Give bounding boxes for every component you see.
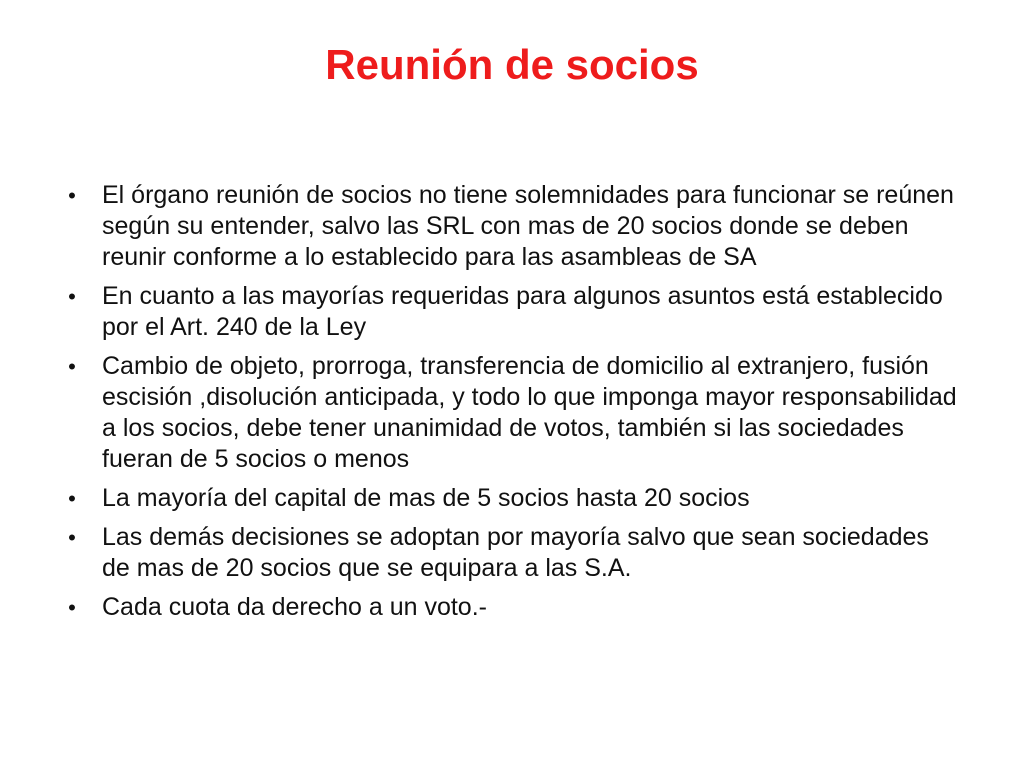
bullet-icon: • xyxy=(68,595,76,620)
bullet-text: Cambio de objeto, prorroga, transferencia de domicilio al extranjero, fusión escisión ,disolución anticipada, y todo lo que imponga mayor responsabilidad a los socios, debe tener unanimidad de votos, también si las sociedades fueran de 5 socios o menos xyxy=(102,352,957,473)
bullet-item-6 xyxy=(62,592,962,623)
bullet-text: Las demás decisiones se adoptan por mayoría salvo que sean sociedades de mas de 20 socios que se equipara a las S.A. xyxy=(102,523,929,582)
bullet-icon: • xyxy=(68,525,76,550)
bullet-text: En cuanto a las mayorías requeridas para algunos asuntos está establecido por el Art. 240 de la Ley xyxy=(102,282,943,341)
bullet-icon: • xyxy=(68,354,76,379)
bullet-text: Cada cuota da derecho a un voto.- xyxy=(102,593,487,621)
bullet-item-2 xyxy=(62,281,962,343)
bullet-item-1 xyxy=(62,180,962,273)
bullet-item-3 xyxy=(62,351,962,475)
bullet-icon: • xyxy=(68,284,76,309)
bullet-icon: • xyxy=(68,486,76,511)
bullet-item-4 xyxy=(62,483,962,514)
slide-title: Reunión de socios xyxy=(325,41,699,88)
bullet-list xyxy=(62,180,962,631)
bullet-item-5 xyxy=(62,522,962,584)
bullet-text: La mayoría del capital de mas de 5 socios hasta 20 socios xyxy=(102,484,750,512)
bullet-text: El órgano reunión de socios no tiene solemnidades para funcionar se reúnen según su entender, salvo las SRL con mas de 20 socios donde se deben reunir conforme a lo establecido para las asambleas de SA xyxy=(102,181,954,271)
bullet-icon: • xyxy=(68,183,76,208)
